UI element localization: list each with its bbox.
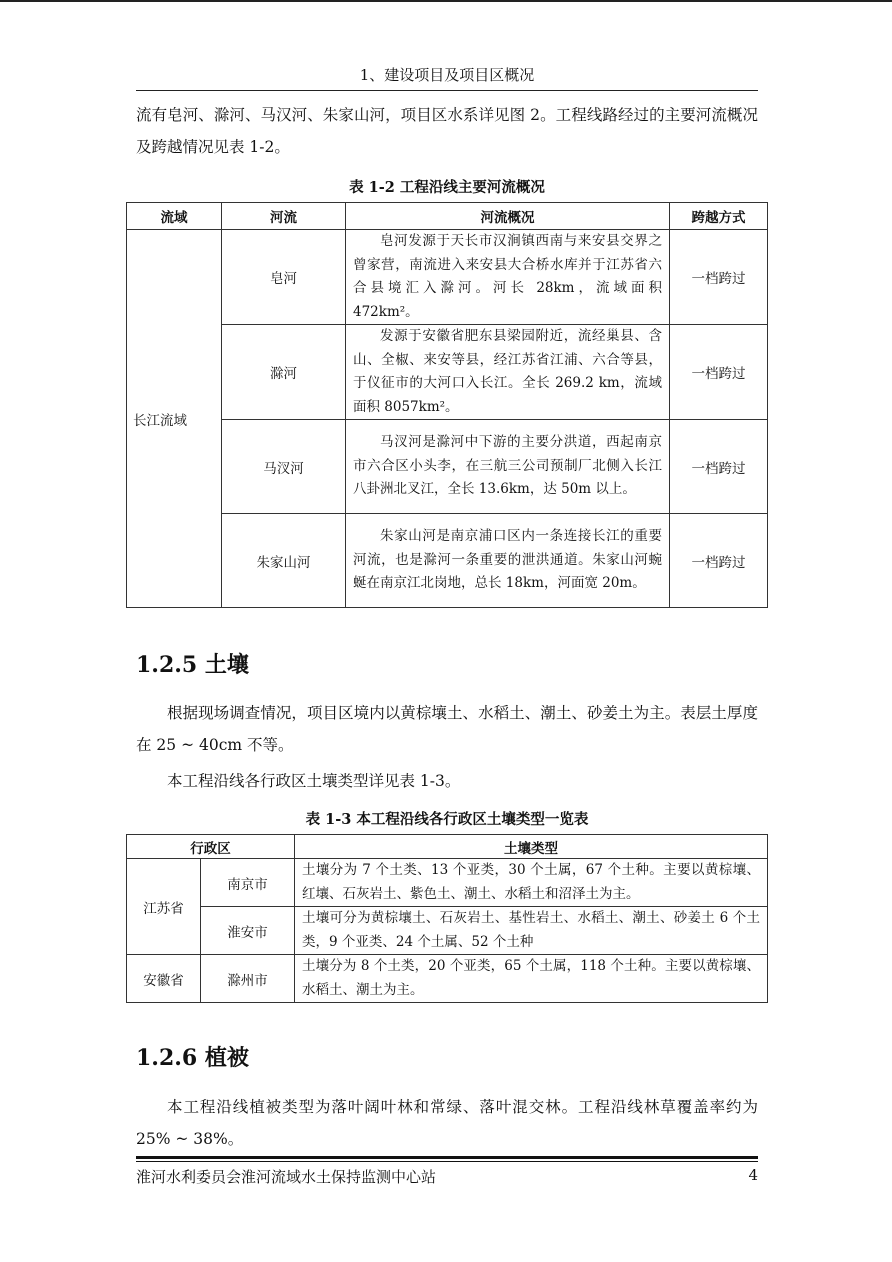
crossing-method: 一档跨过 [670,325,768,420]
intro-paragraph: 流有皂河、滁河、马汉河、朱家山河，项目区水系详见图 2。工程线路经过的主要河流概况及跨越情况见表 1-2。 [136,106,758,156]
col-header-crossing: 跨越方式 [670,203,768,230]
page-number: 4 [748,1166,758,1184]
section-heading-soil: 1.2.5 土壤 [136,652,249,678]
soil-table [126,834,768,1003]
col-header-region: 行政区 [127,835,295,859]
header-rule [136,90,758,91]
basin-cell: 长江流域 [127,230,222,608]
vegetation-paragraph: 本工程沿线植被类型为落叶阔叶林和常绿、落叶混交林。工程沿线林草覆盖率约为 25% ~ 38%。 [136,1098,758,1148]
river-desc: 发源于安徽省肥东县梁园附近，流经巢县、含山、全椒、来安等县，经江苏省江浦、六合等县，于仪征市的大河口入长江。全长 269.2 km，流域面积 8057km²。 [346,325,670,420]
city-cell: 滁州市 [201,955,295,1003]
col-header-river: 河流 [222,203,346,230]
footer-organization: 淮河水利委员会淮河流域水土保持监测中心站 [136,1168,437,1186]
river-desc: 朱家山河是南京浦口区内一条连接长江的重要河流，也是滁河一条重要的泄洪通道。朱家山河蜿蜒在南京江北岗地，总长 18km，河面宽 20m。 [346,514,670,608]
table-1-2-caption: 表 1-2 工程沿线主要河流概况 [349,179,545,196]
river-desc: 马汊河是滁河中下游的主要分洪道，西起南京市六合区小头李，在三航三公司预制厂北侧入长江八卦洲北叉江，全长 13.6km，达 50m 以上。 [346,420,670,514]
col-header-overview: 河流概况 [346,203,670,230]
section-heading-vegetation: 1.2.6 植被 [136,1045,249,1071]
river-name: 马汊河 [222,420,346,514]
river-table [126,202,768,608]
river-name: 朱家山河 [222,514,346,608]
page-top-border [0,0,892,2]
province-cell: 江苏省 [127,859,201,955]
crossing-method: 一档跨过 [670,230,768,325]
soil-paragraph-1: 根据现场调查情况，项目区境内以黄棕壤土、水稻土、潮土、砂姜土为主。表层土厚度在 25 ~ 40cm 不等。 [136,704,758,754]
city-cell: 南京市 [201,859,295,907]
crossing-method: 一档跨过 [670,514,768,608]
soil-desc: 土壤分为 7 个土类、13 个亚类，30 个土属，67 个土种。主要以黄棕壤、红壤、石灰岩土、紫色土、潮土、水稻土和沼泽土为主。 [295,859,768,907]
province-cell: 安徽省 [127,955,201,1003]
river-name: 滁河 [222,325,346,420]
table-1-3-caption: 表 1-3 本工程沿线各行政区土壤类型一览表 [305,811,589,828]
river-desc: 皂河发源于天长市汉涧镇西南与来安县交界之曾家营，南流进入来安县大合桥水库并于江苏省六合县境汇入滁河。河长 28km，流域面积 472km²。 [346,230,670,325]
col-header-basin: 流域 [127,203,222,230]
crossing-method: 一档跨过 [670,420,768,514]
soil-paragraph-2: 本工程沿线各行政区土壤类型详见表 1-3。 [167,772,461,790]
col-header-soil-type: 土壤类型 [295,835,768,859]
city-cell: 淮安市 [201,907,295,955]
soil-desc: 土壤分为 8 个土类，20 个亚类，65 个土属，118 个土种。主要以黄棕壤、水稻土、潮土为主。 [295,955,768,1003]
footer-rule-thin [136,1161,758,1162]
footer-rule-thick [136,1156,758,1159]
running-header: 1、建设项目及项目区概况 [359,66,535,84]
river-name: 皂河 [222,230,346,325]
soil-desc: 土壤可分为黄棕壤土、石灰岩土、基性岩土、水稻土、潮土、砂姜土 6 个土类，9 个亚类、24 个土属、52 个土种 [295,907,768,955]
